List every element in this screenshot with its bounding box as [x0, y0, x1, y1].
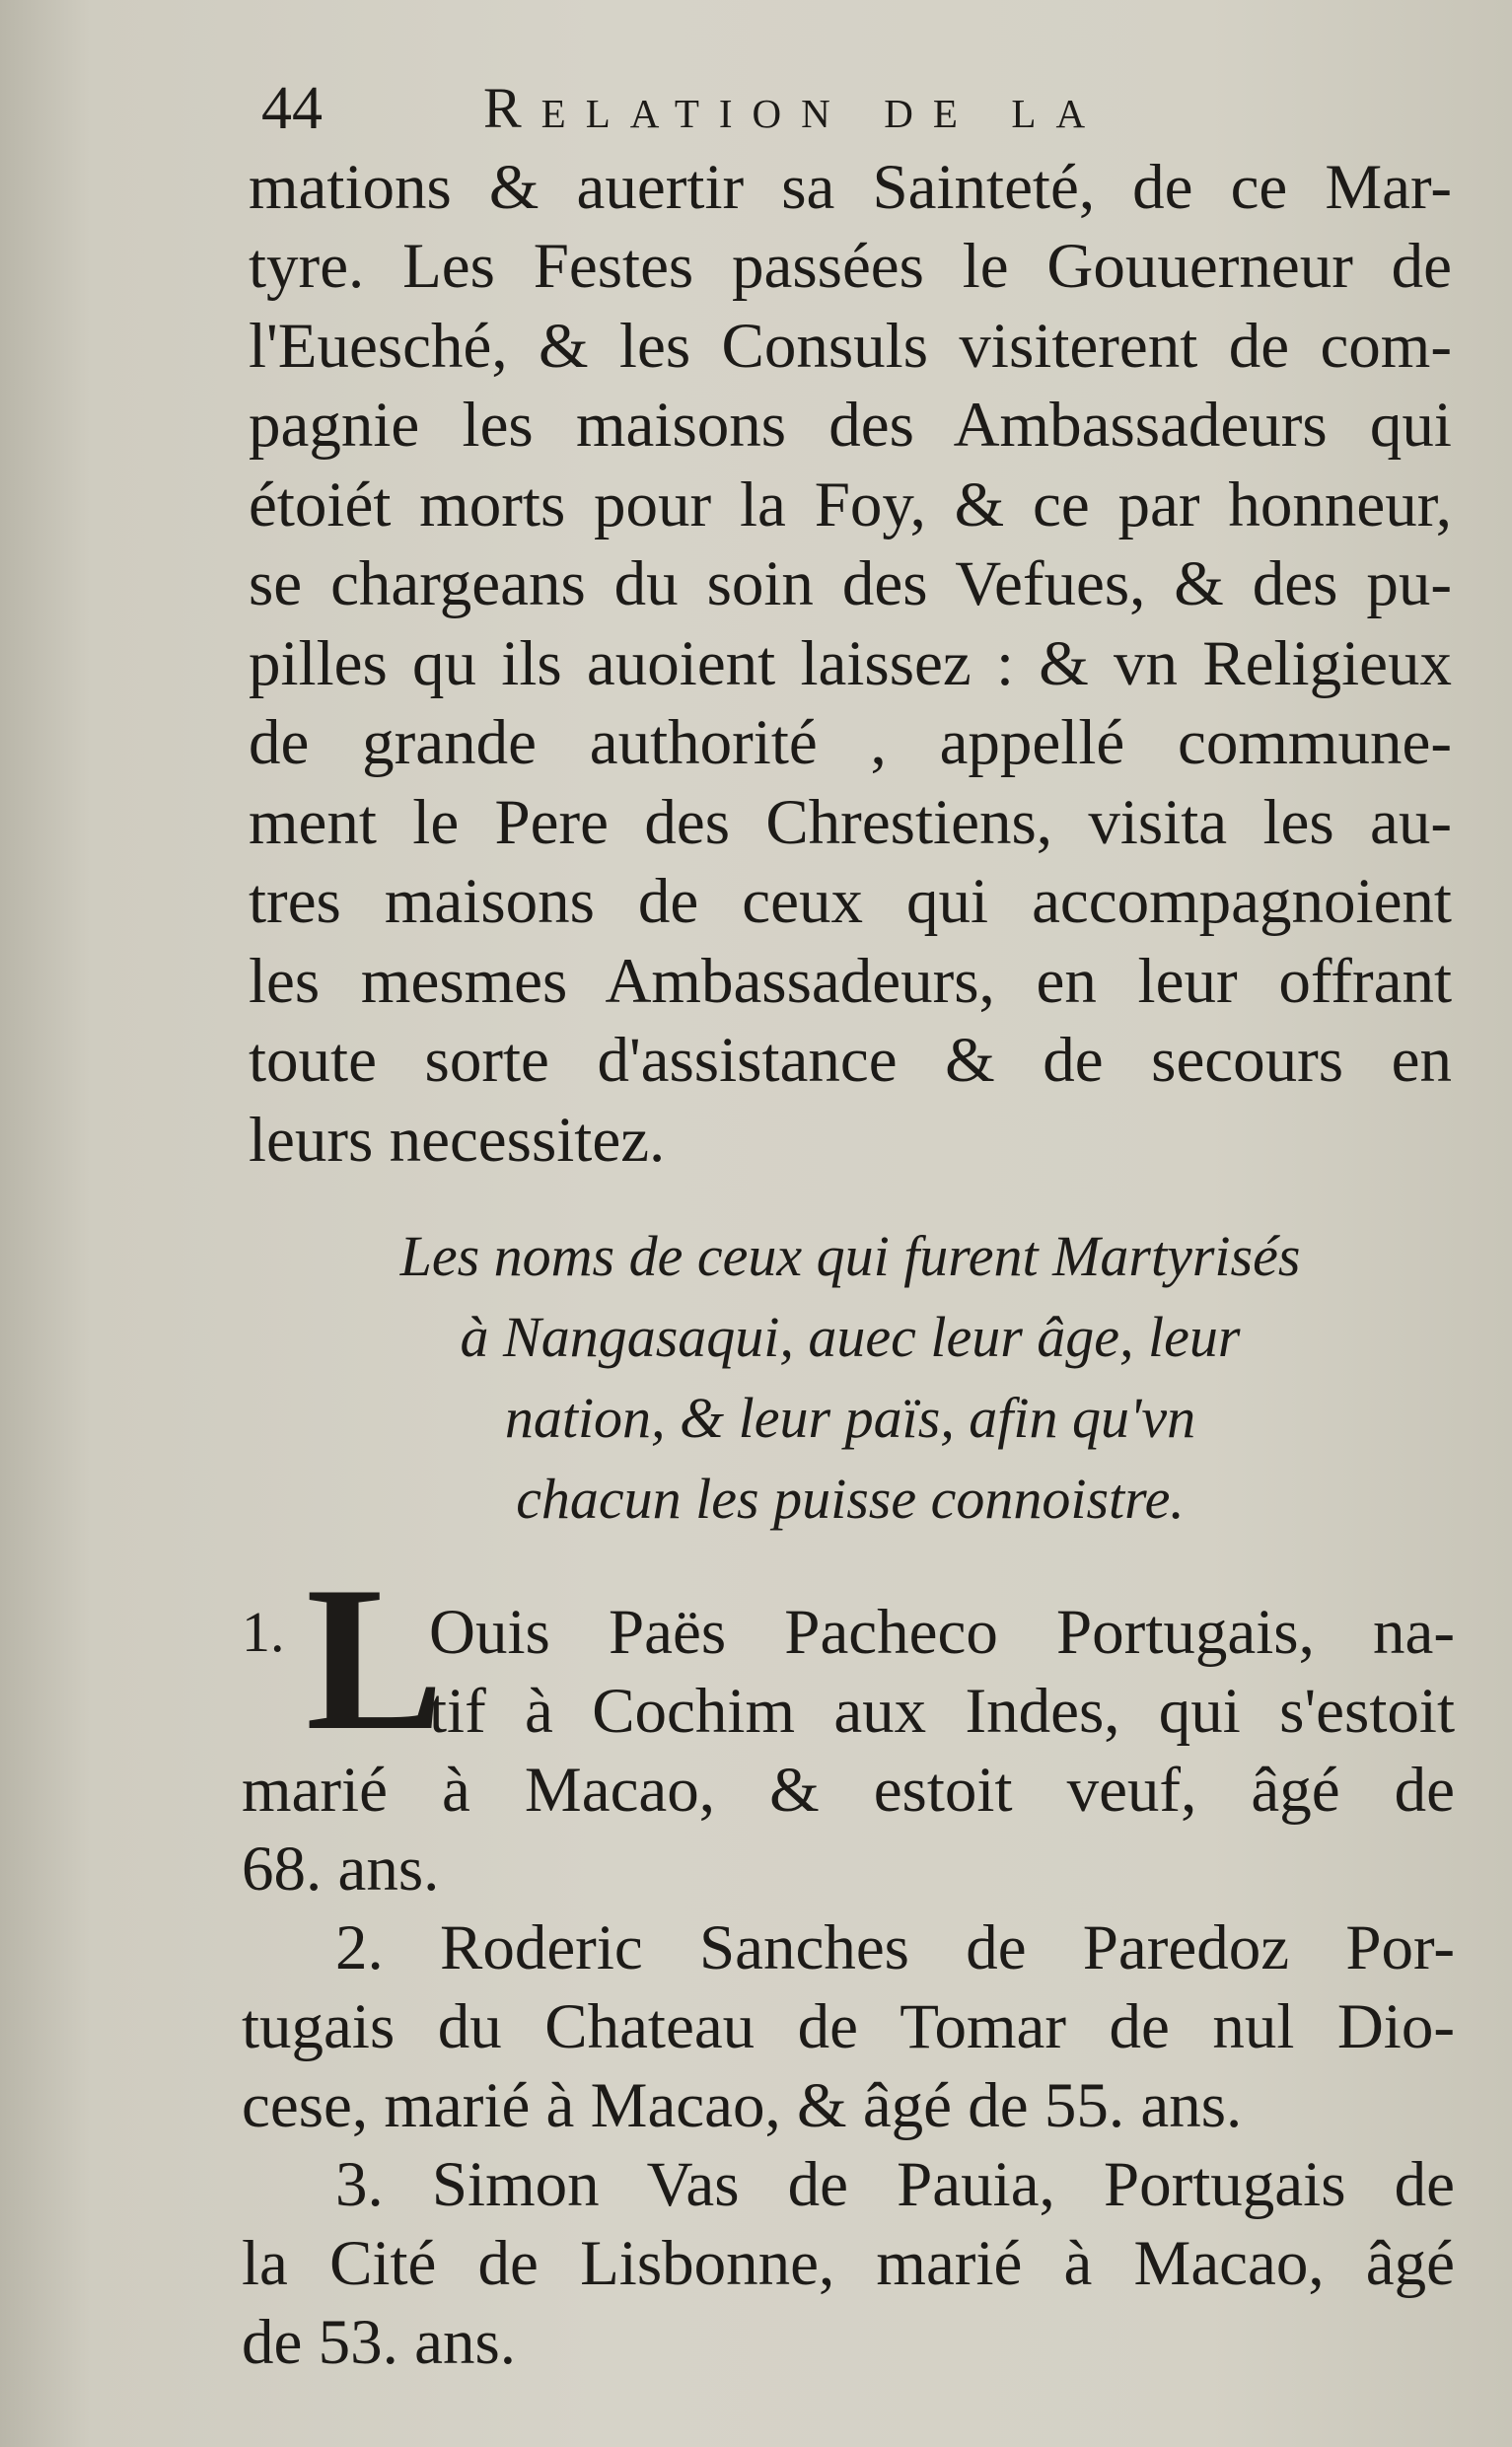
- paragraph-line: ment le Pere des Chrestiens, visita les au-: [249, 787, 1452, 858]
- heading-line: Les noms de ceux qui furent Martyrisés: [399, 1224, 1301, 1288]
- heading-line: à Nangasaqui, auec leur âge, leur: [460, 1305, 1241, 1369]
- running-title: Relation de la: [483, 76, 1106, 140]
- page-header: [261, 69, 1475, 148]
- entry-line: tugais du Chateau de Tomar de nul Dio-: [242, 1991, 1455, 2062]
- paragraph-line: pilles qu ils auoient laissez : & vn Religieux: [249, 628, 1452, 699]
- paragraph-line: pagnie les maisons des Ambassadeurs qui: [249, 390, 1452, 461]
- entry-line: marié à Macao, & estoit veuf, âgé de: [242, 1755, 1455, 1826]
- entry-number: 1.: [242, 1600, 285, 1664]
- entry-line: Ouis Paës Pacheco Portugais, na-: [429, 1597, 1455, 1668]
- entry-line: cese, marié à Macao, & âgé de 55. ans.: [242, 2070, 1243, 2141]
- heading-line: nation, & leur païs, afin qu'vn: [504, 1386, 1196, 1450]
- entry-line: 2. Roderic Sanches de Paredoz Por-: [335, 1912, 1455, 1983]
- entry-1: [242, 1545, 1455, 1773]
- paragraph-line: les mesmes Ambassadeurs, en leur offrant: [249, 946, 1452, 1017]
- entry-line: de 53. ans.: [242, 2307, 516, 2378]
- paragraph-line: l'Euesché, & les Consuls visiterent de com-: [249, 311, 1452, 382]
- paragraph-line: de grande authorité , appellé commune-: [249, 707, 1452, 778]
- paragraph-line: tyre. Les Festes passées le Gouuerneur de: [249, 231, 1452, 302]
- paragraph-line: toute sorte d'assistance & de secours en: [249, 1025, 1452, 1096]
- paragraph-line: tres maisons de ceux qui accompagnoient: [249, 866, 1452, 937]
- paragraph-line: mations & auertir sa Sainteté, de ce Mar-: [249, 152, 1452, 223]
- drop-cap: L: [306, 1545, 445, 1773]
- entry-line: la Cité de Lisbonne, marié à Macao, âgé: [242, 2228, 1455, 2299]
- entry-line: 68. ans.: [242, 1834, 440, 1905]
- entry-line: 3. Simon Vas de Pauia, Portugais de: [335, 2149, 1455, 2220]
- heading-line: chacun les puisse connoistre.: [516, 1467, 1185, 1531]
- paragraph-line: étoiét morts pour la Foy, & ce par honneur,: [249, 469, 1452, 540]
- paragraph-line: leurs necessitez.: [249, 1105, 666, 1176]
- page-number: 44: [261, 75, 323, 142]
- paragraph-line: se chargeans du soin des Vefues, & des pu-: [249, 548, 1452, 619]
- entry-line: tif à Cochim aux Indes, qui s'estoit: [429, 1676, 1455, 1747]
